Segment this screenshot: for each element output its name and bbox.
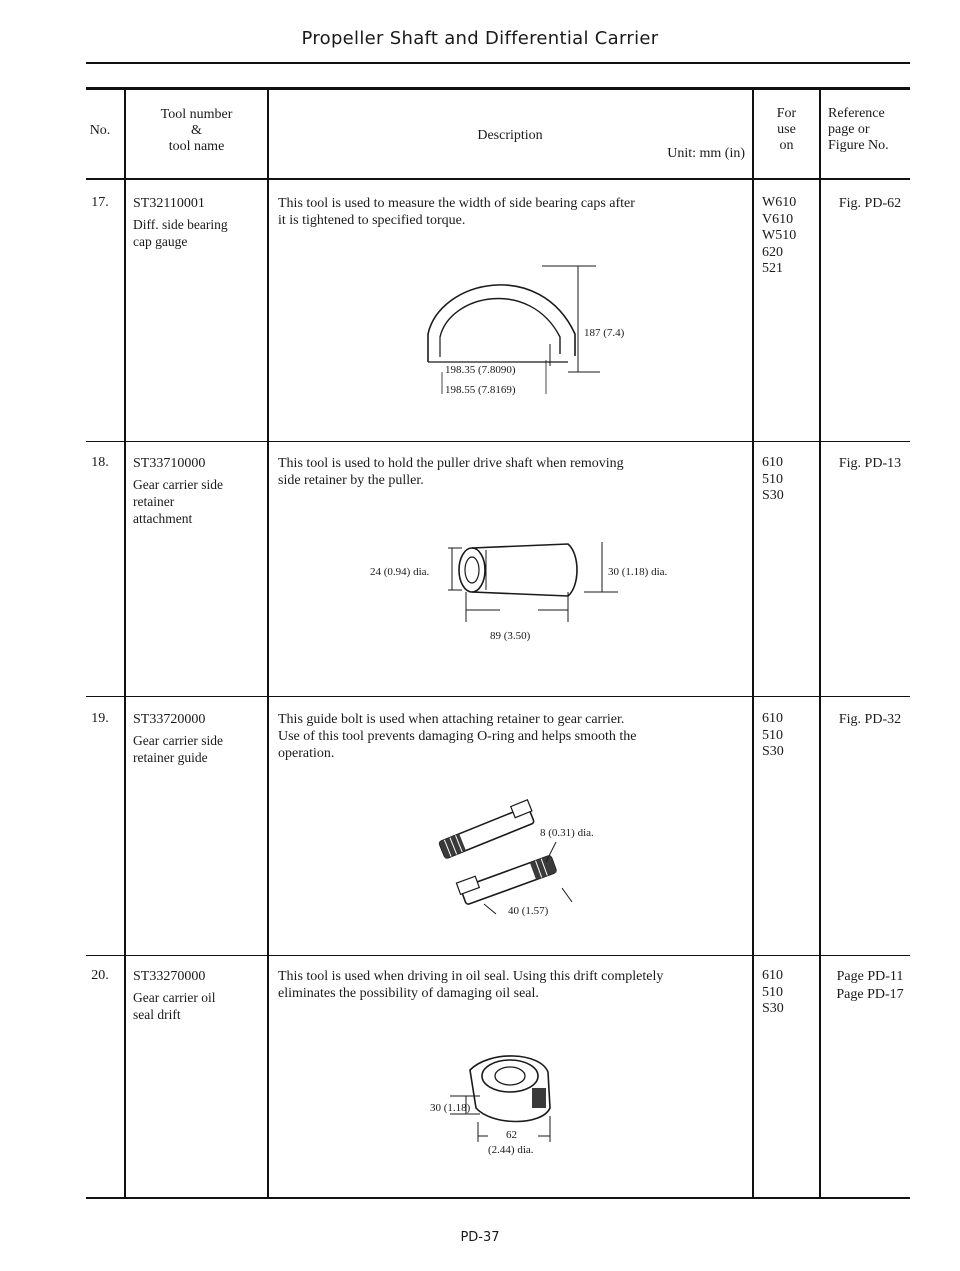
row-divider (86, 696, 910, 697)
header-for-use-on (754, 106, 819, 154)
dimension-label: 198.35 (7.8090) (445, 364, 516, 376)
dimension-label: 187 (7.4) (584, 327, 625, 339)
dimension-label: 198.55 (7.8169) (445, 384, 516, 396)
reference-line: Fig. PD-32 (838, 712, 902, 727)
use-model: V610 (762, 211, 794, 227)
guide-bolt-lower (456, 850, 556, 906)
row-divider (86, 441, 910, 442)
header-tool-line2: & (191, 123, 202, 138)
tool-name-line: attachment (133, 511, 193, 526)
tool-name (133, 989, 263, 1023)
reference (830, 968, 910, 1004)
tool-cell (133, 455, 263, 527)
tool-name-line: cap gauge (133, 234, 188, 249)
row-number: 18. (91, 455, 109, 470)
use-models (762, 968, 784, 1018)
use-model: S30 (762, 488, 784, 503)
tool-name-line: retainer (133, 494, 175, 509)
dimension-label: 89 (3.50) (490, 630, 531, 642)
description-text (278, 711, 743, 762)
header-unit: Unit: mm (in) (667, 146, 745, 161)
top-rule (86, 62, 910, 64)
tool-number: ST33270000 (133, 969, 206, 984)
use-models (762, 195, 796, 278)
use-model: 510 (762, 471, 783, 487)
gauge-outer-arc (428, 285, 575, 356)
description-line: Use of this tool prevents damaging O-ring and helps smooth the (278, 729, 637, 744)
tool-name (133, 216, 263, 250)
use-model: 510 (762, 984, 783, 1000)
tool-name-line: Gear carrier side (133, 477, 223, 492)
description-text (278, 455, 743, 489)
use-models (762, 455, 784, 505)
header-for-line3: on (779, 138, 794, 153)
tool-cell (133, 711, 263, 766)
use-model: 521 (762, 261, 783, 276)
header-no: No. (89, 123, 111, 138)
dimension-label: 8 (0.31) dia. (540, 827, 594, 839)
dimension-label: (2.44) dia. (488, 1144, 534, 1156)
use-model: W610 (762, 195, 797, 210)
bearing-cap-gauge-figure (400, 262, 640, 402)
tool-cell (133, 195, 263, 250)
use-model: S30 (762, 744, 784, 759)
header-description: Description (477, 128, 543, 143)
use-model: 610 (762, 711, 783, 726)
tool-cell (133, 968, 263, 1023)
column-divider (819, 88, 821, 1198)
description-line: it is tightened to specified torque. (278, 213, 466, 228)
use-model: 610 (762, 968, 783, 983)
description-line: operation. (278, 746, 335, 761)
tool-number: ST33720000 (133, 712, 206, 727)
column-divider (124, 88, 126, 1198)
reference-line: Fig. PD-13 (838, 456, 902, 471)
tool-name-line: retainer guide (133, 750, 208, 765)
dimension-label: 24 (0.94) dia. (370, 566, 430, 578)
reference (830, 195, 910, 213)
header-tool (126, 107, 267, 155)
tool-number: ST33710000 (133, 456, 206, 471)
description-text (278, 195, 743, 229)
page-number: PD-37 (460, 1230, 500, 1245)
description-line: This tool is used to measure the width of side bearing caps after (278, 196, 635, 211)
header-for-line1: For (776, 106, 797, 121)
column-divider (267, 88, 269, 1198)
tool-name-line: seal drift (133, 1007, 181, 1022)
gauge-inner-arc (440, 299, 560, 354)
use-model: 610 (762, 455, 783, 470)
use-model: S30 (762, 1001, 784, 1016)
attachment-left-end (459, 548, 485, 592)
tool-name-line: Gear carrier oil (133, 990, 216, 1005)
header-bottom-rule (86, 178, 910, 180)
oil-seal-drift-figure (430, 1050, 590, 1170)
retainer-guide-figure (420, 800, 660, 920)
header-ref-line2: page or (828, 122, 870, 137)
tool-name-line: Gear carrier side (133, 733, 223, 748)
table-bottom-rule (86, 1197, 910, 1199)
reference (830, 455, 910, 473)
header-for-line2: use (777, 122, 796, 137)
tool-name-line: Diff. side bearing (133, 217, 228, 232)
header-top-rule (86, 87, 910, 90)
reference-line: Page PD-11 (836, 969, 904, 984)
header-tool-line1: Tool number (160, 107, 233, 122)
use-model: W510 (762, 228, 797, 243)
retainer-attachment-figure (340, 530, 700, 650)
header-ref-line1: Reference (828, 106, 885, 121)
header-tool-line3: tool name (168, 139, 225, 154)
tool-name (133, 732, 263, 766)
reference-line: Page PD-17 (836, 987, 904, 1002)
description-line: eliminates the possibility of damaging oil seal. (278, 986, 539, 1001)
row-number: 20. (91, 968, 109, 983)
guide-bolt-upper (437, 800, 537, 859)
row-number: 19. (91, 711, 109, 726)
description-text (278, 968, 748, 1002)
attachment-body (472, 544, 577, 596)
row-divider (86, 955, 910, 956)
row-number: 17. (91, 195, 109, 210)
column-divider (752, 88, 754, 1198)
reference-line: Fig. PD-62 (838, 196, 902, 211)
use-models (762, 711, 784, 761)
tool-name (133, 476, 263, 527)
header-reference (828, 106, 918, 154)
reference (830, 711, 910, 729)
description-line: side retainer by the puller. (278, 473, 424, 488)
tool-number: ST32110001 (133, 196, 205, 211)
page-title: Propeller Shaft and Differential Carrier (301, 28, 659, 49)
dimension-label: 30 (1.18) (430, 1102, 471, 1114)
description-line: This tool is used to hold the puller drive shaft when removing (278, 456, 624, 471)
description-line: This tool is used when driving in oil seal. Using this drift completely (278, 969, 664, 984)
header-ref-line3: Figure No. (828, 138, 889, 153)
dimension-label: 40 (1.57) (508, 905, 549, 917)
dimension-label: 30 (1.18) dia. (608, 566, 668, 578)
use-model: 510 (762, 727, 783, 743)
use-model: 620 (762, 244, 783, 260)
dimension-label: 62 (506, 1129, 517, 1141)
description-line: This guide bolt is used when attaching retainer to gear carrier. (278, 712, 625, 727)
